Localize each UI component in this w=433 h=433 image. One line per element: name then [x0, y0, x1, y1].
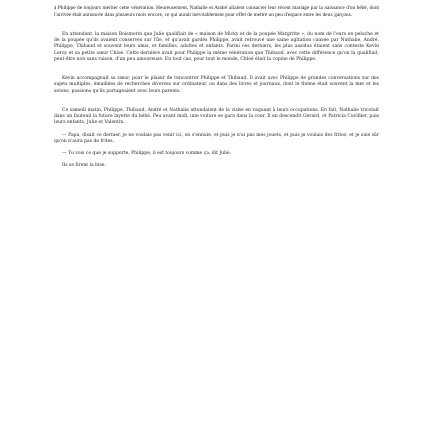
paragraph-7: Ils se firent la bise. [62, 163, 106, 169]
paragraph-4: Ce samedi matin, Philippe, Thibaud, André et Nathalie attendaient de la visite en vaquant à leurs occupations. En fait, Nathalie tricotait dans un fauteuil la future layette du bébé. Peu avant midi, une voiture se gara dans la cour. Il en descendit Gérard, et Patricia Cuvillier, puis leurs enfants, Julie et Valentin. [54, 107, 379, 126]
paragraph-5: — Papa, disait ce dernier, je ne voulais pas venir ici, on s'ennuie, et puis je n'ai pas mes jouets, et puis je voulais des frites, et je suis sûr qu'on n'aura pas de frites. [54, 132, 379, 144]
paragraph-1: à Philippe de toujours mériter cette vénération. Heureusement, Nathalie et André allaient consacrer leur récent mariage par la naissance d'un bébé, dont l'arrivée était annoncée dans plusieurs mois encore, ce qui aurait inévitablement pour effet de mettre un peu d'espace entre les deux garçons. [54, 5, 379, 18]
paragraph-6: — Tu vois ce que je supporte, Philippe, il est toujours comme ça, dit Julie. [62, 151, 232, 157]
paragraph-3: Kevin accompagnait sa sœur, pour le plaisir de rencontrer Philippe et Thibaud. Il avait avec Philippe de grandes conversations sur des sujets multiples, émaillées de recherches diverses sur ordinateur, ou dans des livres et journaux, dont le thème était souvent la mer et les avions, passions qu'ils partageaient avec leurs parents. [54, 76, 379, 94]
paragraph-2: En attendant, la maison Boismorin que Julie qualifiait de « maison de Micky et de la poupée Margritte », du nom de l'ours en peluche et de la poupée qu'ils avaient conservés sur l'île, et qu'avait gardés Philippe, avait retrouvé une saine agitation causée par Nathalie, André, Philippe, Thibaud et souvent leurs amis, et familles, adultes et enfants. Parmi ces derniers, les plus assidus étaient sans conteste Kevin Leroy et sa petite sœur Chloé. Cette dernière avait pour Philippe la même vénération que Thibaud, avec cette différence qu'on la qualifiait, peut-être non sans raison, d'un peu amoureuse. En tout cas, pour tout le monde, Chloé était la copine de Philippe. [54, 31, 379, 62]
